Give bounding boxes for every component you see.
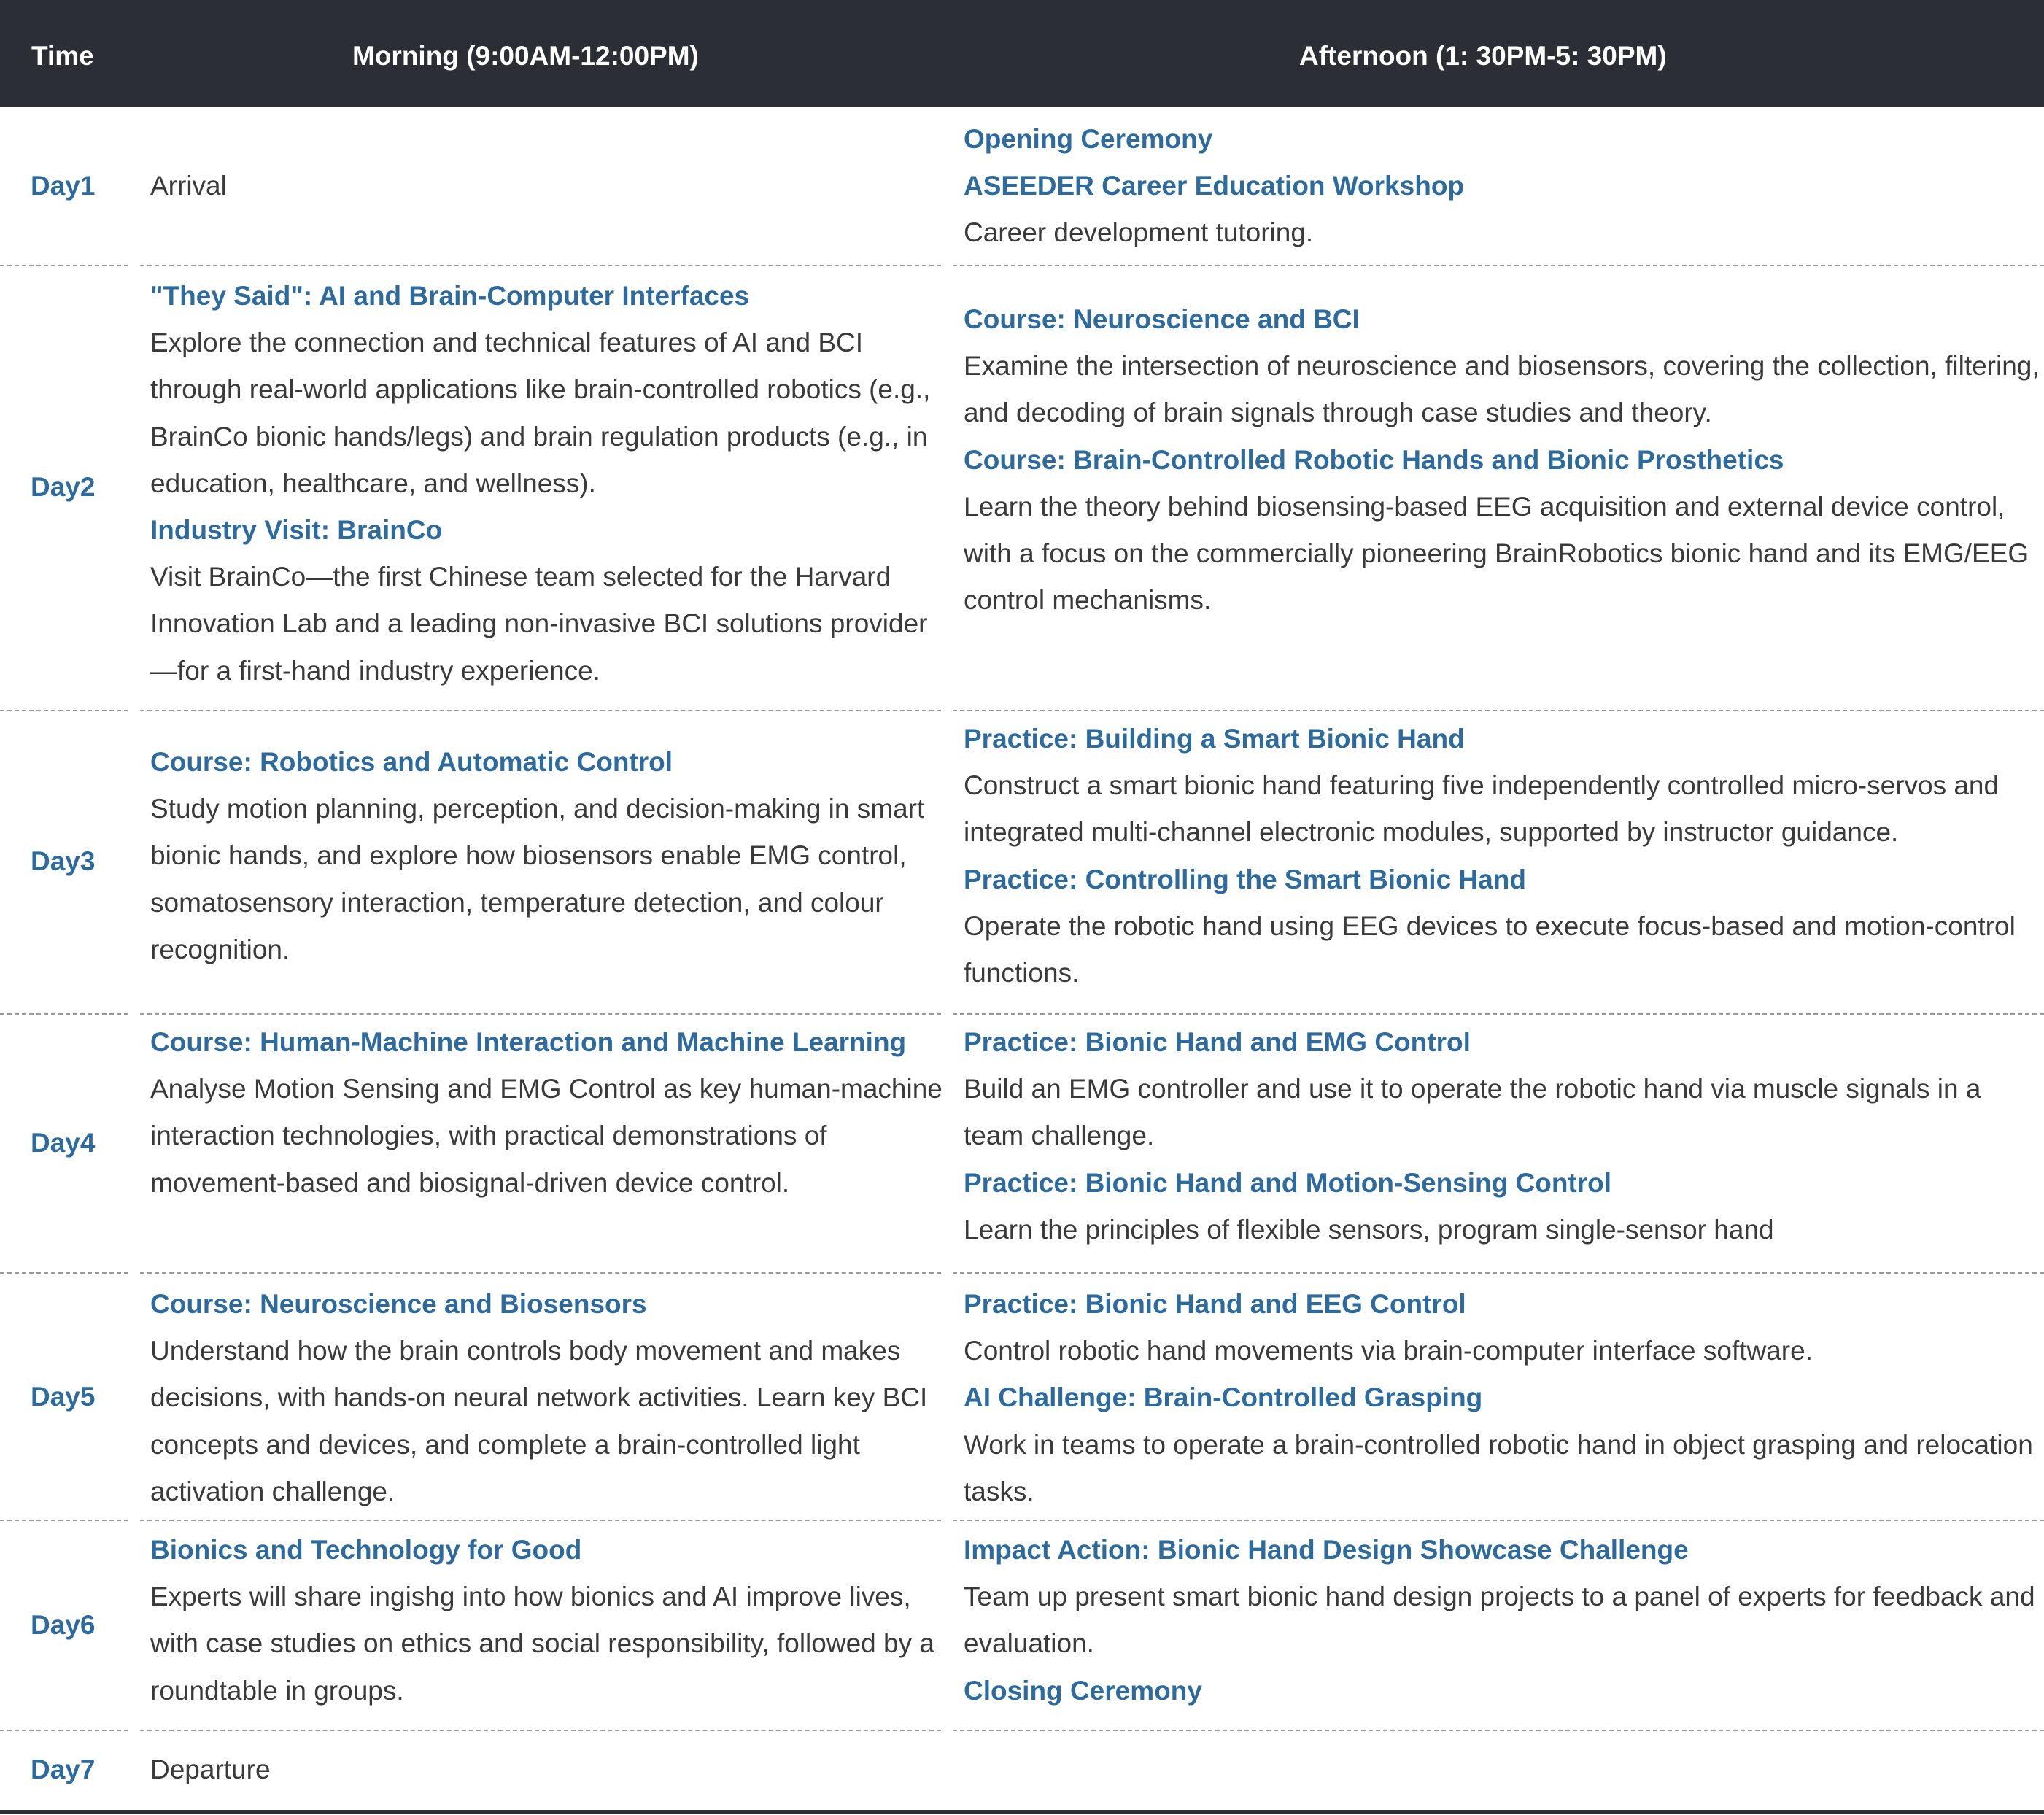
session-description: Analyse Motion Sensing and EMG Control as key human-machine interaction technologies, with practical demonstrations of movement-based and biosignal-driven device control. <box>150 1074 942 1198</box>
session-description: Arrival <box>150 171 227 201</box>
session-title: Practice: Bionic Hand and EEG Control <box>964 1289 1466 1319</box>
table-row-day4 <box>0 1013 2044 1272</box>
morning-cell <box>150 1527 942 1714</box>
afternoon-cell <box>964 716 2040 996</box>
table-row-day7 <box>0 1730 2044 1810</box>
session-description: Explore the connection and technical features of AI and BCI through real-world applications like brain-controlled robotics (e.g., BrainCo bionic hands/legs) and brain regulation products (e.g., in education, healthcare, and wellness). <box>150 328 931 498</box>
afternoon-cell <box>964 1281 2040 1515</box>
session-description: Understand how the brain controls body movement and makes decisions, with hands-on neural network activities. Learn key BCI concepts and devices, and complete a brain-controlled light activation challenge. <box>150 1336 928 1506</box>
table-row-day3 <box>0 710 2044 1013</box>
session-description: Learn the theory behind biosensing-based EEG acquisition and external device control, with a focus on the commercially pioneering BrainRobotics bionic hand and its EMG/EEG control mechanisms. <box>964 491 2029 616</box>
afternoon-cell <box>964 116 2040 257</box>
table-row-day1 <box>0 107 2044 265</box>
session-description: Team up present smart bionic hand design projects to a panel of experts for feedback and evaluation. <box>964 1582 2035 1659</box>
session-title: Course: Brain-Controlled Robotic Hands and Bionic Prosthetics <box>964 444 1784 475</box>
session-title: Practice: Bionic Hand and Motion-Sensing Control <box>964 1167 1612 1198</box>
day-label: Day5 <box>31 1382 96 1412</box>
day-label: Day6 <box>31 1610 96 1640</box>
header-morning: Morning (9:00AM-12:00PM) <box>352 41 699 71</box>
session-title: Course: Neuroscience and Biosensors <box>150 1289 647 1319</box>
day-label: Day1 <box>31 171 96 201</box>
table-header <box>0 0 2044 107</box>
session-title: Impact Action: Bionic Hand Design Showcase Challenge <box>964 1535 1689 1565</box>
session-title: Practice: Building a Smart Bionic Hand <box>964 724 1465 754</box>
session-description: Experts will share ingishg into how bionics and AI improve lives, with case studies on ethics and social responsibility, followed by a roundtable in groups. <box>150 1582 934 1706</box>
session-title: ASEEDER Career Education Workshop <box>964 171 1465 201</box>
afternoon-cell <box>964 1527 2040 1714</box>
table-bottom-rule <box>0 1810 2044 1814</box>
day-label: Day3 <box>31 846 96 876</box>
session-title: Practice: Controlling the Smart Bionic Hand <box>964 864 1526 894</box>
session-title: Bionics and Technology for Good <box>150 1535 582 1565</box>
morning-cell <box>150 1019 942 1207</box>
session-description: Study motion planning, perception, and decision-making in smart bionic hands, and explore how biosensors enable EMG control, somatosensory interaction, temperature detection, and colour recognition. <box>150 794 925 964</box>
afternoon-cell <box>964 296 2040 624</box>
session-title: Closing Ceremony <box>964 1675 1202 1706</box>
morning-cell <box>150 273 942 694</box>
session-description: Career development tutoring. <box>964 217 1314 248</box>
header-time: Time <box>31 41 94 71</box>
session-description: Control robotic hand movements via brain-computer interface software. <box>964 1336 1813 1366</box>
day-label: Day2 <box>31 472 96 502</box>
session-title: Course: Neuroscience and BCI <box>964 304 1360 334</box>
session-description: Departure <box>150 1754 271 1784</box>
morning-cell <box>150 739 942 973</box>
day-label: Day4 <box>31 1128 96 1158</box>
table-row-day5 <box>0 1272 2044 1520</box>
table-row-day2 <box>0 265 2044 710</box>
morning-cell <box>150 163 942 209</box>
session-title: Opening Ceremony <box>964 124 1213 154</box>
session-title: Practice: Bionic Hand and EMG Control <box>964 1027 1471 1057</box>
session-title: AI Challenge: Brain-Controlled Grasping <box>964 1382 1483 1413</box>
day-label: Day7 <box>31 1754 96 1784</box>
session-title: "They Said": AI and Brain-Computer Interfaces <box>150 281 750 311</box>
session-description: Work in teams to operate a brain-controlled robotic hand in object grasping and relocation tasks. <box>964 1429 2033 1506</box>
session-description: Operate the robotic hand using EEG devices to execute focus-based and motion-control functions. <box>964 910 2016 988</box>
session-description: Construct a smart bionic hand featuring five independently controlled micro-servos and integrated multi-channel electronic modules, supported by instructor guidance. <box>964 770 2000 848</box>
session-description: Learn the principles of flexible sensors, program single-sensor hand <box>964 1214 1774 1245</box>
morning-cell <box>150 1281 942 1515</box>
session-description: Visit BrainCo—the first Chinese team selected for the Harvard Innovation Lab and a leading non-invasive BCI solutions provider—for a first-hand industry experience. <box>150 562 928 686</box>
header-afternoon: Afternoon (1: 30PM-5: 30PM) <box>1299 41 1667 71</box>
session-description: Build an EMG controller and use it to operate the robotic hand via muscle signals in a team challenge. <box>964 1074 1981 1151</box>
session-title: Industry Visit: BrainCo <box>150 515 443 546</box>
afternoon-cell <box>964 1019 2040 1253</box>
session-description: Examine the intersection of neuroscience and biosensors, covering the collection, filtering, and decoding of brain signals through case studies and theory. <box>964 351 2040 428</box>
session-title: Course: Human-Machine Interaction and Machine Learning <box>150 1027 907 1057</box>
table-row-day6 <box>0 1520 2044 1730</box>
morning-cell <box>150 1746 942 1793</box>
session-title: Course: Robotics and Automatic Control <box>150 747 673 777</box>
